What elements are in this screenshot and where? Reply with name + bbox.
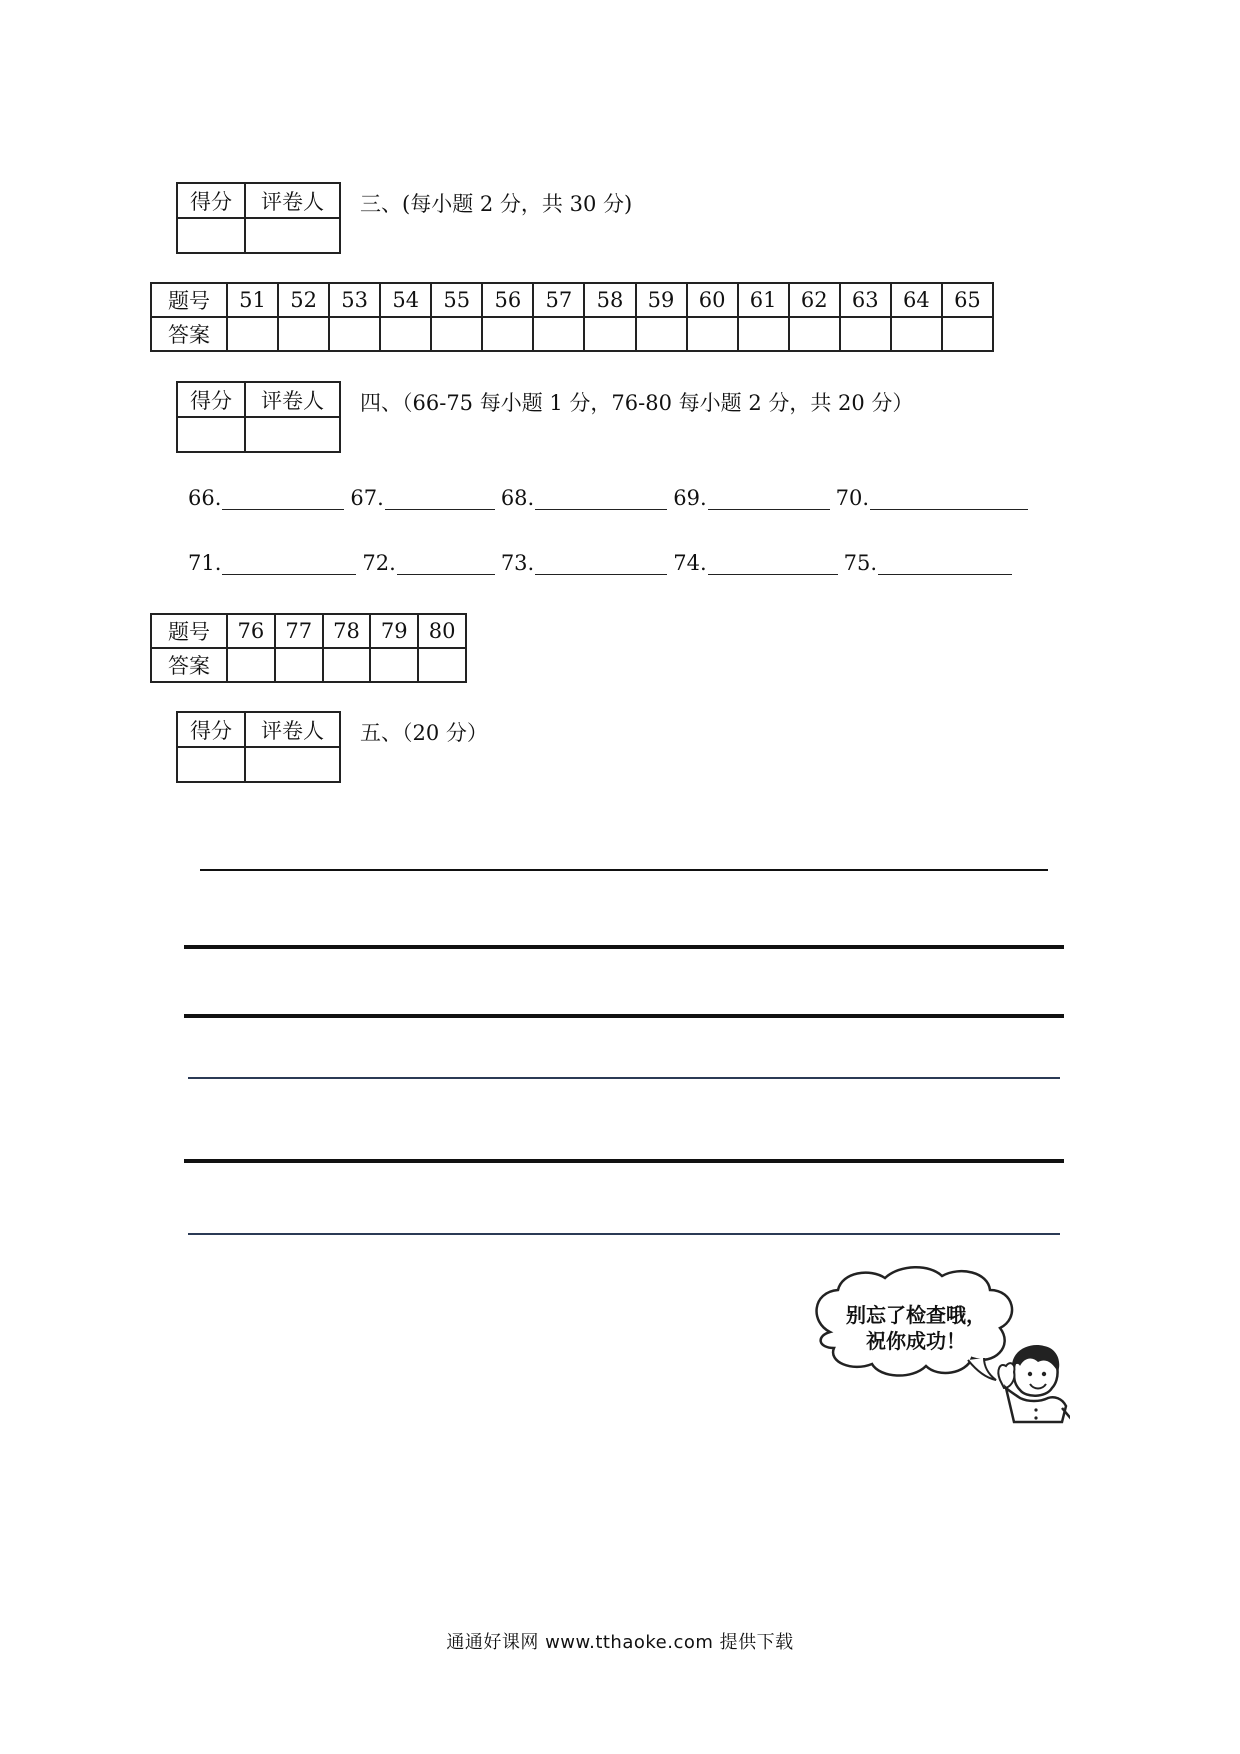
- score-label: 得分: [177, 183, 245, 218]
- grader-label: 评卷人: [245, 183, 340, 218]
- question-number: 55: [431, 283, 482, 317]
- question-number: 56: [482, 283, 533, 317]
- question-number: 62: [789, 283, 840, 317]
- writing-line[interactable]: [184, 945, 1064, 949]
- score-label: 得分: [177, 382, 245, 417]
- question-number-row: [151, 614, 466, 648]
- fill-blank-72[interactable]: 72.: [362, 551, 494, 575]
- question-number: 80: [418, 614, 466, 648]
- question-number-row: [151, 283, 993, 317]
- fill-blank-74[interactable]: 74.: [673, 551, 837, 575]
- section3-title: 三、(每小题 2 分，共 30 分): [360, 192, 633, 216]
- question-number: 63: [840, 283, 891, 317]
- question-number: 52: [278, 283, 329, 317]
- fill-blank-70[interactable]: 70.: [836, 486, 1028, 510]
- section4-title: 四、（66-75 每小题 1 分，76-80 每小题 2 分，共 20 分）: [360, 391, 914, 415]
- writing-line[interactable]: [200, 869, 1048, 871]
- question-number: 57: [533, 283, 584, 317]
- question-number: 65: [942, 283, 993, 317]
- question-number: 64: [891, 283, 942, 317]
- fill-blank-row-2: [188, 551, 1012, 575]
- writing-line[interactable]: [188, 1233, 1060, 1235]
- answer-cell[interactable]: [942, 317, 993, 351]
- answer-cell[interactable]: [278, 317, 329, 351]
- answer-cell[interactable]: [380, 317, 431, 351]
- question-number: 59: [636, 283, 687, 317]
- section5-title: 五、（20 分）: [360, 721, 488, 745]
- question-number: 79: [370, 614, 418, 648]
- row-label-question: 题号: [151, 283, 227, 317]
- answer-cell[interactable]: [482, 317, 533, 351]
- row-label-answer: 答案: [151, 317, 227, 351]
- answer-cell[interactable]: [370, 648, 418, 682]
- grader-cell[interactable]: [245, 747, 340, 782]
- answer-cell[interactable]: [584, 317, 635, 351]
- answer-cell[interactable]: [789, 317, 840, 351]
- answer-row: [151, 648, 466, 682]
- fill-blank-67[interactable]: 67.: [350, 486, 494, 510]
- question-number: 51: [227, 283, 278, 317]
- fill-blank-68[interactable]: 68.: [501, 486, 667, 510]
- grader-label: 评卷人: [245, 712, 340, 747]
- answer-cell[interactable]: [431, 317, 482, 351]
- question-number: 60: [687, 283, 738, 317]
- answer-cell[interactable]: [329, 317, 380, 351]
- writing-line[interactable]: [188, 1077, 1060, 1079]
- answer-cell[interactable]: [227, 648, 275, 682]
- question-number: 76: [227, 614, 275, 648]
- score-box-section4: [176, 381, 341, 453]
- grader-cell[interactable]: [245, 417, 340, 452]
- score-label: 得分: [177, 712, 245, 747]
- answer-cell[interactable]: [275, 648, 323, 682]
- fill-blank-69[interactable]: 69.: [673, 486, 829, 510]
- question-number: 54: [380, 283, 431, 317]
- score-box-section5: [176, 711, 341, 783]
- fill-blank-66[interactable]: 66.: [188, 486, 344, 510]
- answer-cell[interactable]: [738, 317, 789, 351]
- answer-cell[interactable]: [227, 317, 278, 351]
- answer-cell[interactable]: [687, 317, 738, 351]
- fill-blank-row-1: [188, 486, 1028, 510]
- row-label-answer: 答案: [151, 648, 227, 682]
- answer-cell[interactable]: [636, 317, 687, 351]
- footer-text: 通通好课网 www.tthaoke.com 提供下载: [446, 1632, 794, 1653]
- score-cell[interactable]: [177, 417, 245, 452]
- question-number: 77: [275, 614, 323, 648]
- answer-grid-section3: [150, 282, 994, 352]
- bubble-line-1: 别忘了检查哦，: [846, 1303, 986, 1327]
- boy-figure: [998, 1345, 1070, 1422]
- score-cell[interactable]: [177, 747, 245, 782]
- answer-row: [151, 317, 993, 351]
- score-box-section3: [176, 182, 341, 254]
- question-number: 58: [584, 283, 635, 317]
- grader-cell[interactable]: [245, 218, 340, 253]
- fill-blank-73[interactable]: 73.: [501, 551, 667, 575]
- answer-cell[interactable]: [533, 317, 584, 351]
- writing-line[interactable]: [184, 1014, 1064, 1018]
- grader-label: 评卷人: [245, 382, 340, 417]
- question-number: 53: [329, 283, 380, 317]
- writing-line[interactable]: [184, 1159, 1064, 1163]
- question-number: 61: [738, 283, 789, 317]
- question-number: 78: [323, 614, 371, 648]
- answer-grid-section4: [150, 613, 467, 683]
- score-cell[interactable]: [177, 218, 245, 253]
- row-label-question: 题号: [151, 614, 227, 648]
- bubble-line-2: 祝你成功！: [866, 1329, 966, 1353]
- bubble-message: [836, 1302, 996, 1354]
- fill-blank-71[interactable]: 71.: [188, 551, 356, 575]
- answer-cell[interactable]: [840, 317, 891, 351]
- fill-blank-75[interactable]: 75.: [844, 551, 1012, 575]
- answer-cell[interactable]: [891, 317, 942, 351]
- answer-cell[interactable]: [323, 648, 371, 682]
- answer-cell[interactable]: [418, 648, 466, 682]
